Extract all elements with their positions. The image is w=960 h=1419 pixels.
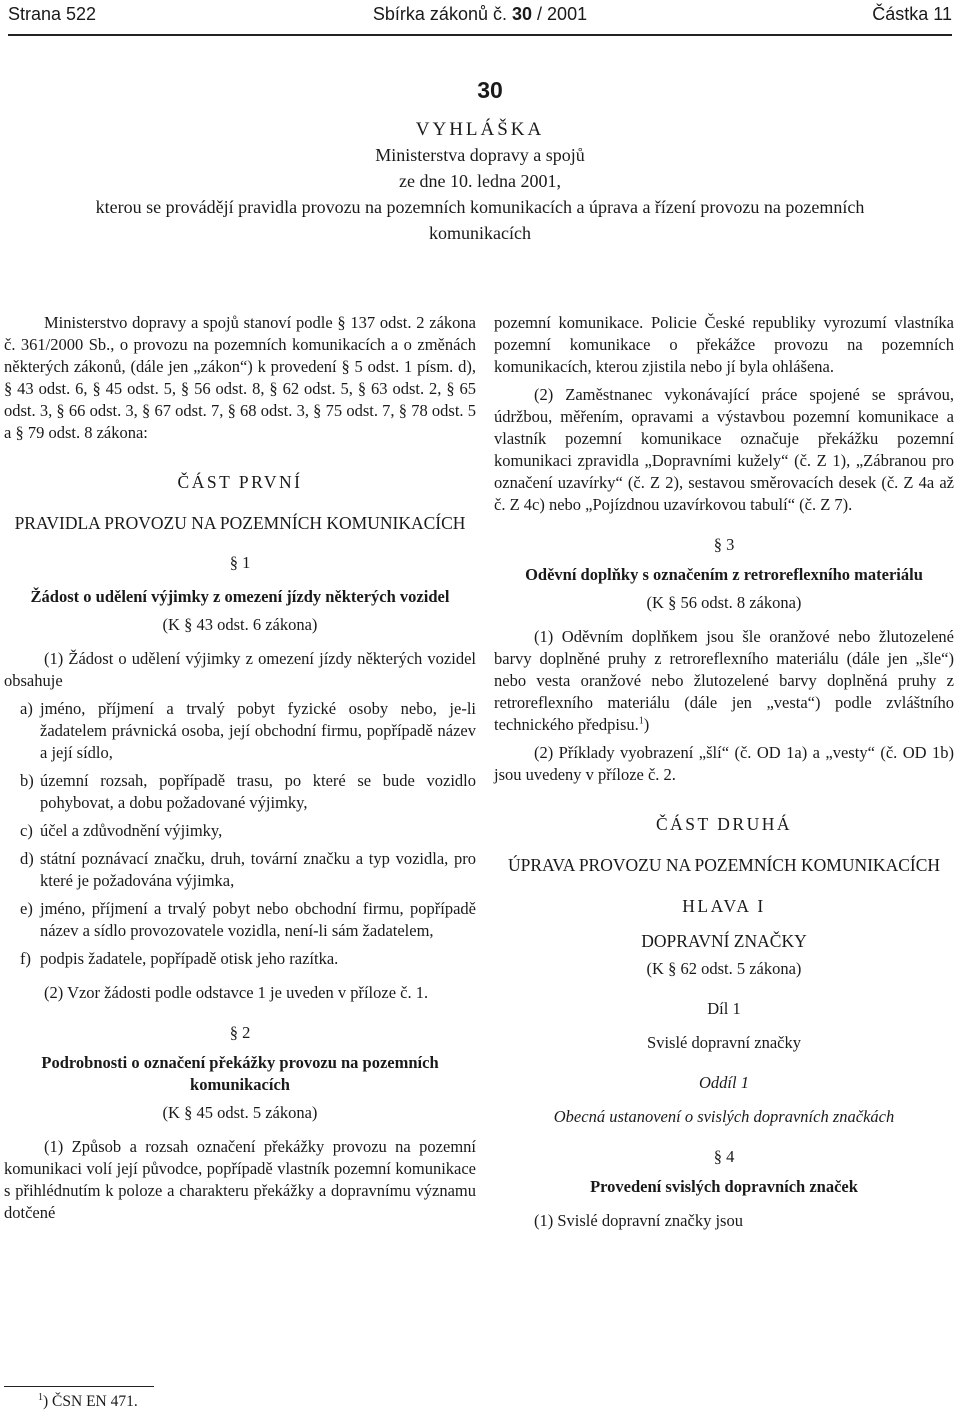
preamble: Ministerstvo dopravy a spojů stanoví podle § 137 odst. 2 zákona č. 361/2000 Sb., o provozu na pozemních komunikacích a o změnách některých zákonů, (dále jen „zákon“) k provedení § 5 odst. 1 písm. d), § 43 odst. 6, § 45 odst. 5, § 56 odst. 8, § 62 odst. 5, § 63 odst. 2, § 65 odst. 3, § 66 odst. 3, § 67 odst. 7, § 68 odst. 3, § 75 odst. 7, § 78 odst. 5 a § 79 odst. 8 zákona: [4,313,476,442]
section-2-reference: (K § 45 odst. 5 zákona) [162,1103,318,1122]
document-subject: kterou se provádějí pravidla provozu na pozemních komunikacích a úprava a řízení provozu na pozemních komunikacích [95,197,865,243]
document-number: 30 [477,77,503,103]
list-marker: f) [20,949,31,968]
section-1-number: § 1 [229,553,251,572]
collection-year: / 2001 [537,4,588,24]
part-one-heading: PRAVIDLA PROVOZU NA POZEMNÍCH KOMUNIKACÍCH [14,513,466,533]
section-3-paragraph-1-text: (1) Oděvním doplňkem jsou šle oranžové nebo žlutozelené barvy doplněné pruhy z retroreflexního materiálu (dále jen „šle“) nebo vesta oranžové nebo žlutozelené barvy doplněná pruhy z retroreflexního materiálu (dále jen „vesta“) podle zvláštního technického předpisu. [494,627,954,734]
head-heading: DOPRAVNÍ ZNAČKY [641,931,807,951]
list-item [4,848,476,892]
list-text: jméno, příjmení a trvalý pobyt nebo obchodní firmu, popřípadě název a sídlo provozovatele vozidla, není-li sám žadatelem, [40,899,476,940]
section-3-paragraph-2: (2) Příklady vyobrazení „šlí“ (č. OD 1a) a „vesty“ (č. OD 1b) jsou uvedeny v příloze č. 2. [494,743,954,784]
header-rule [8,34,952,36]
part-one-title: ČÁST PRVNÍ [177,472,303,492]
footnote-text: ) ČSN EN 471. [43,1393,138,1410]
list-marker: b) [20,771,34,790]
list-marker: e) [20,899,33,918]
footnote-reference-close: ) [643,715,650,734]
division-heading: Svislé dopravní značky [647,1033,801,1052]
title-block [0,76,960,246]
list-text: podpis žadatele, popřípadě otisk jeho razítka. [40,949,339,968]
section-4-paragraph-1: (1) Svislé dopravní značky jsou [534,1211,743,1230]
subdivision-title: Oddíl 1 [699,1073,749,1092]
section-1-paragraph-1: (1) Žádost o udělení výjimky z omezení jízdy některých vozidel obsahuje [4,649,476,690]
list-marker: d) [20,849,34,868]
list-item [4,770,476,814]
list-item [4,948,476,970]
footnote-reference: 1 [638,715,644,727]
section-3-reference: (K § 56 odst. 8 zákona) [646,593,802,612]
left-column [4,312,476,1224]
list-text: územní rozsah, popřípadě trasu, po které se bude vozidlo pohybovat, a dobu požadované výjimky, [40,771,476,812]
list-marker: c) [20,821,33,840]
section-1-title: Žádost o udělení výjimky z omezení jízdy některých vozidel [30,587,450,606]
section-2-title: Podrobnosti o označení překážky provozu na pozemních komunikacích [41,1053,439,1094]
collection-number: 30 [512,4,533,24]
collection-prefix: Sbírka zákonů č. [372,4,507,24]
section-1-reference: (K § 43 odst. 6 zákona) [162,615,318,634]
issue-label: Částka 11 [872,4,952,24]
list-item [4,820,476,842]
list-item [4,698,476,764]
section-2-paragraph-1: (1) Způsob a rozsah označení překážky provozu na pozemní komunikaci volí její původce, popřípadě vlastník pozemní komunikace s přihlédnutím k poloze a charakteru překážky a dopravnímu významu dotčené [4,1137,476,1222]
document-date: ze dne 10. ledna 2001, [399,171,561,191]
section-4-title: Provedení svislých dopravních značek [590,1177,858,1196]
section-3-title: Oděvní doplňky s označením z retroreflexního materiálu [525,565,923,584]
list-text: státní poznávací značku, druh, tovární značku a typ vozidla, pro které je požadována výjimka, [40,849,476,890]
section-3-paragraph-1 [494,626,954,736]
section-2-paragraph-2: (2) Zaměstnanec vykonávající práce spojené se správou, údržbou, měřením, opravami a výstavbou pozemní komunikace a vlastník pozemní komunikace označuje překážku pozemní komunikaci zpravidla „Dopravními kužely“ (č. Z 1), „Zábranou pro označení uzavírky“ (č. Z 2), sestavou směrovacích desek (č. Z 4a až č. Z 4c) nebo „Pojízdnou uzavírkovou tabulí“ (č. Z 7). [494,385,954,514]
document-type: VYHLÁŠKA [415,119,545,140]
list-marker: a) [20,699,33,718]
section-4-number: § 4 [713,1147,735,1166]
head-reference: (K § 62 odst. 5 zákona) [646,959,802,978]
document-issuer: Ministerstva dopravy a spojů [375,145,585,165]
footnote [38,1392,138,1412]
list-text: účel a zdůvodnění výjimky, [40,821,223,840]
section-2-paragraph-1-continued: pozemní komunikace. Policie České republiky vyrozumí vlastníka pozemní komunikace o překážce provozu na pozemních komunikacích, kterou zjistila nebo jí byla ohlášena. [494,313,954,376]
part-two-heading: ÚPRAVA PROVOZU NA POZEMNÍCH KOMUNIKACÍCH [507,855,941,875]
list-text: jméno, příjmení a trvalý pobyt fyzické osoby nebo, je-li žadatelem právnická osoba, její obchodní firmu, popřípadě název a její sídlo, [40,699,476,762]
page-number: Strana 522 [8,4,97,24]
section-1-list [4,698,476,970]
list-item [4,898,476,942]
part-two-title: ČÁST DRUHÁ [655,814,792,834]
section-1-paragraph-2: (2) Vzor žádosti podle odstavce 1 je uveden v příloze č. 1. [44,983,429,1002]
footnote-rule [4,1386,154,1387]
division-title: Díl 1 [707,999,741,1018]
footnote-mark: 1 [38,1391,43,1403]
right-column [494,312,954,1232]
subdivision-heading: Obecná ustanovení o svislých dopravních značkách [553,1107,895,1126]
head-title: HLAVA I [682,896,766,916]
running-header [8,2,952,30]
section-3-number: § 3 [713,535,735,554]
section-2-number: § 2 [229,1023,251,1042]
collection-label [8,2,952,26]
